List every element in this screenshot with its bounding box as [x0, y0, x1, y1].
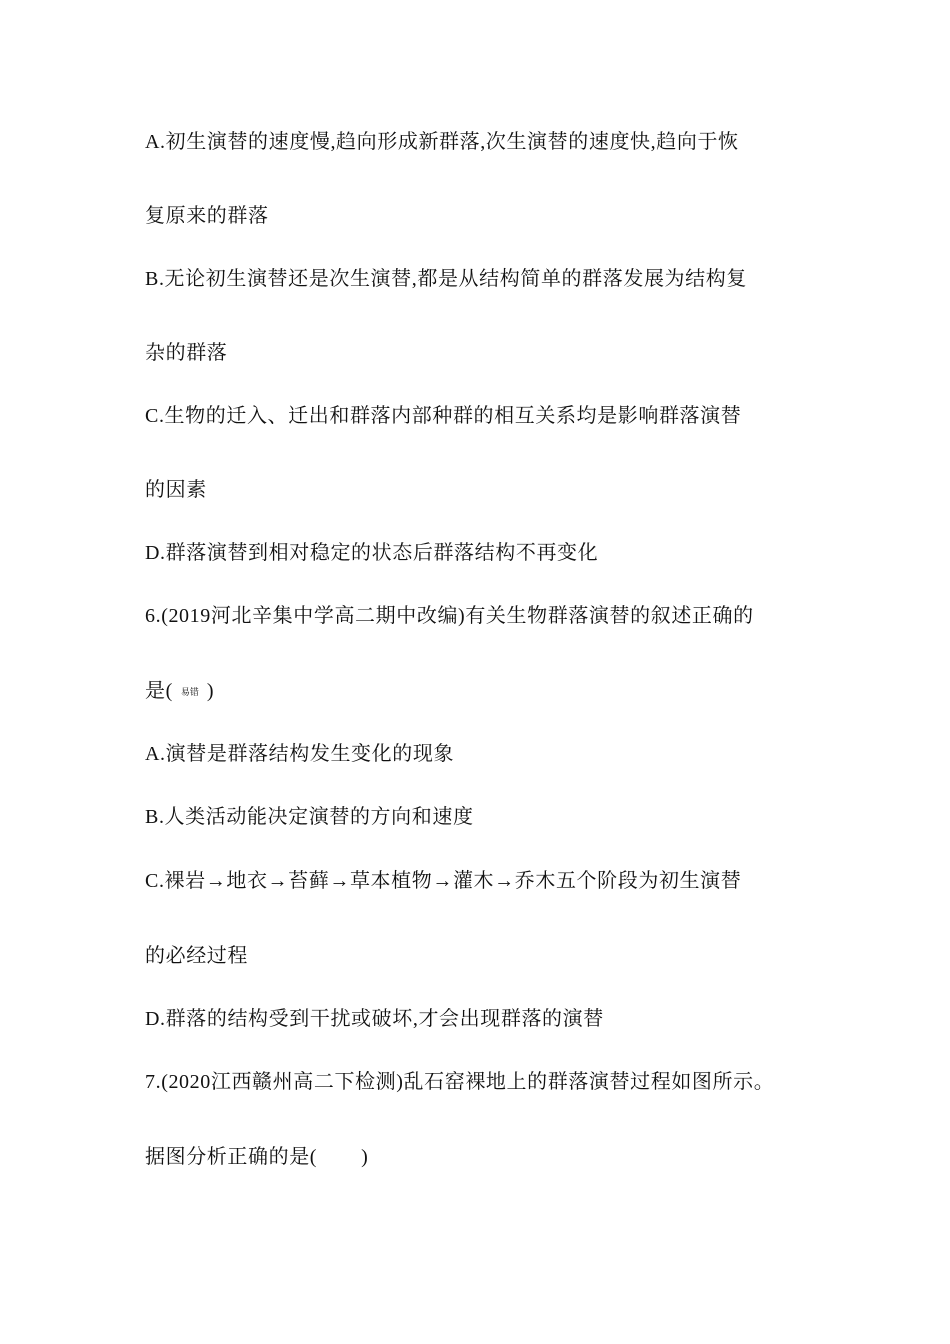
q6-option-a: A.演替是群落结构发生变化的现象 [145, 743, 455, 765]
q6-option-c-line-1: C.裸岩→地衣→苔藓→草本植物→灌木→乔木五个阶段为初生演替 [145, 870, 742, 892]
q5-option-c-line-2: 的因素 [145, 479, 207, 501]
q6-stem-line-1: 6.(2019河北辛集中学高二期中改编)有关生物群落演替的叙述正确的 [145, 605, 754, 627]
q6-option-d: D.群落的结构受到干扰或破坏,才会出现群落的演替 [145, 1008, 604, 1030]
q7-stem-suffix: ) [361, 1146, 369, 1168]
q5-option-b-line-2: 杂的群落 [145, 342, 228, 364]
q5-option-a-line-2: 复原来的群落 [145, 205, 269, 227]
q6-option-c-line-2: 的必经过程 [145, 945, 248, 967]
q6-stem-line-2 [145, 677, 214, 706]
q6-stem-suffix: ) [206, 680, 215, 702]
q7-stem-line-2 [145, 1143, 368, 1171]
q6-stem-prefix: 是( [145, 680, 173, 702]
q5-option-d: D.群落演替到相对稳定的状态后群落结构不再变化 [145, 542, 599, 564]
q5-option-b-line-1: B.无论初生演替还是次生演替,都是从结构简单的群落发展为结构复 [145, 268, 747, 290]
q6-option-b: B.人类活动能决定演替的方向和速度 [145, 806, 474, 828]
q5-option-a-line-1: A.初生演替的速度慢,趋向形成新群落,次生演替的速度快,趋向于恢 [145, 131, 739, 153]
q5-option-c-line-1: C.生物的迁入、迁出和群落内部种群的相互关系均是影响群落演替 [145, 405, 742, 427]
q7-stem-prefix: 据图分析正确的是( [145, 1146, 318, 1168]
difficulty-tag: 易错 [180, 687, 199, 698]
q7-stem-line-1: 7.(2020江西赣州高二下检测)乱石窑裸地上的群落演替过程如图所示。 [145, 1071, 775, 1093]
